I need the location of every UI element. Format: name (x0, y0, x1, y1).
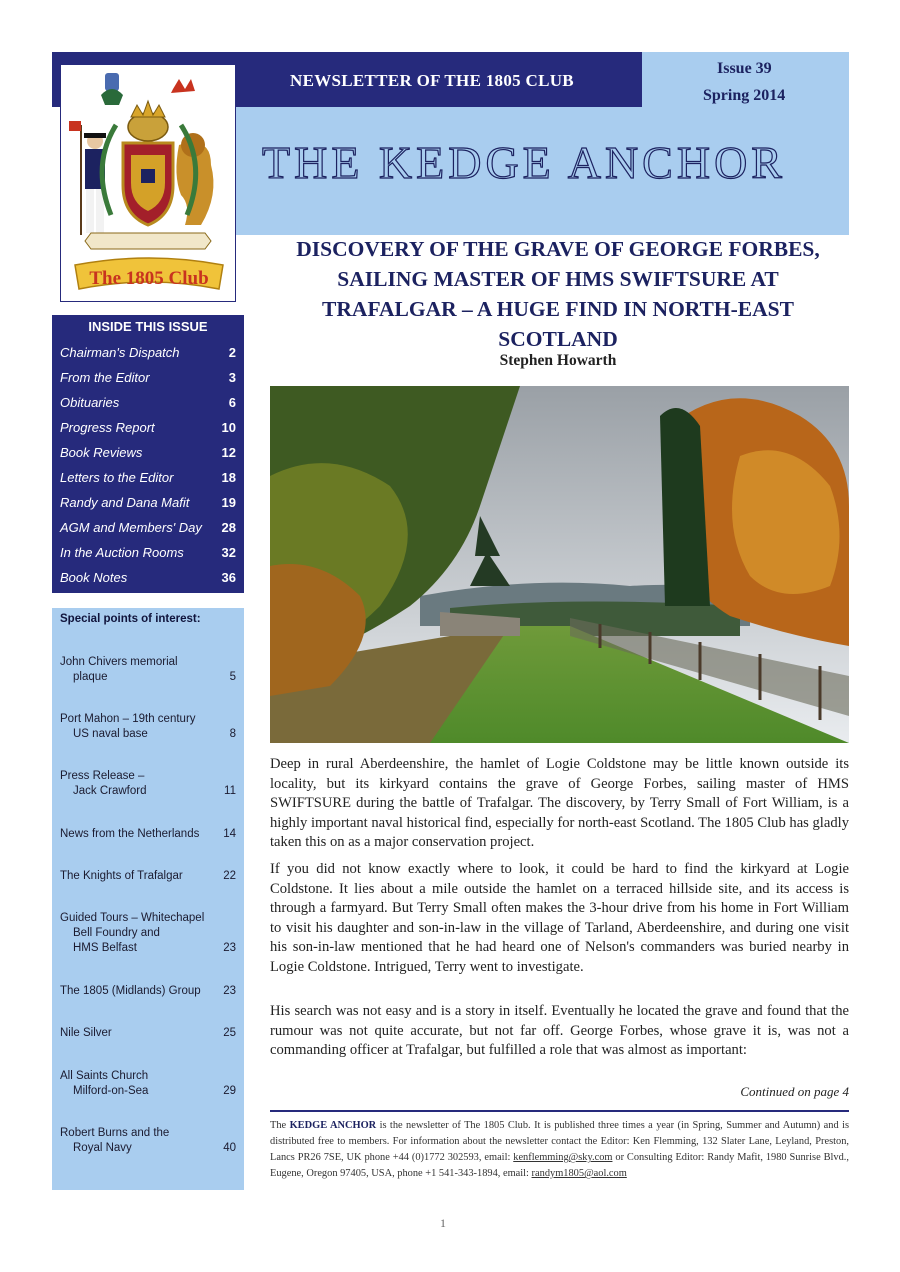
article-paragraph: If you did not know exactly where to look, it could be hard to find the kirkyard at Logie Coldstone. It lies about a mile outside the hamlet on a terraced hillside site, and its access is through a farmyard. But Terry Small often makes the 3-hour drive from his home in Fort William to visit his daughter and son-in-law in the village of Tarland, Aberdeenshire, and during one visit his son-in-law mentioned that he had heard one of Nelson's commanders was buried nearby in Logie Coldstone. Intrigued, Terry went to investigate. (270, 861, 849, 975)
toc-item[interactable] (60, 520, 236, 535)
toc-item[interactable] (60, 445, 236, 460)
toc-item-page: 6 (228, 395, 236, 410)
toc-item-title: Randy and Dana Mafit (60, 495, 190, 510)
toc-item[interactable] (60, 420, 236, 435)
crest-emblem (61, 65, 235, 301)
point-line: Port Mahon – 19th century (60, 713, 196, 725)
point-item (60, 769, 236, 799)
toc-item-page: 10 (221, 420, 236, 435)
point-item (60, 869, 236, 884)
point-page: 25 (223, 1027, 236, 1039)
toc-item[interactable] (60, 470, 236, 485)
article-headline: DISCOVERY OF THE GRAVE OF GEORGE FORBES, SAILING MASTER OF HMS SWIFTSURE AT TRAFALGAR – A HUGE FIND IN NORTH-EAST SCOTLAND (296, 237, 820, 351)
toc-item-page: 18 (221, 470, 236, 485)
point-line: The 1805 (Midlands) Group (60, 985, 201, 997)
point-item (60, 655, 236, 685)
point-page: 11 (224, 785, 236, 797)
footer-lead: The (270, 1120, 287, 1131)
toc-item[interactable] (60, 545, 236, 560)
point-line: HMS Belfast (73, 942, 137, 954)
point-item (60, 712, 236, 742)
point-item (60, 827, 236, 842)
toc-item-title: Chairman's Dispatch (60, 345, 180, 360)
toc-item-title: Progress Report (60, 420, 155, 435)
special-points-panel (52, 608, 244, 1190)
footer-text: or Consulting Editor: Randy Mafit, 1980 Sunrise Blvd., Eugene, Oregon 97405, USA, phone +1 541-343-1894, email: (270, 1152, 849, 1179)
toc-item[interactable] (60, 570, 236, 585)
toc-item[interactable] (60, 345, 236, 360)
point-page: 22 (223, 870, 236, 882)
issue-date: Spring 2014 (703, 87, 786, 104)
toc-item-title: Book Notes (60, 570, 128, 585)
point-line: Press Release – (60, 770, 145, 782)
point-line: Jack Crawford (73, 785, 147, 797)
masthead-title: THE KEDGE ANCHOR (262, 137, 786, 188)
point-page: 29 (223, 1085, 236, 1097)
toc-item-page: 36 (221, 570, 236, 585)
point-item (60, 984, 236, 999)
toc-item-title: Obituaries (60, 395, 120, 410)
toc-item[interactable] (60, 495, 236, 510)
kirkyard-photo (270, 386, 849, 743)
point-line: Guided Tours – Whitechapel (60, 912, 205, 924)
point-page: 5 (229, 671, 236, 683)
point-line: News from the Netherlands (60, 828, 200, 840)
point-line: Nile Silver (60, 1027, 112, 1039)
point-page: 23 (223, 942, 236, 954)
footer-text: is the newsletter of The 1805 Club. It is published three times a year (in Spring, Summer and Autumn) and is distributed free to members. For information about the newsletter contact the Editor: Ken Flemming, 132 Slater Lane, Leyland, Preston, Lancs PR26 7SE, UK phone +44 (0)1772 302593, email: (270, 1120, 849, 1163)
newsletter-title: NEWSLETTER OF THE 1805 CLUB (290, 71, 574, 90)
article-paragraph: His search was not easy and is a story in itself. Eventually he located the grave and found that the rumour was not quite accurate, but not far off. George Forbes, whose grave it is, was not a commanding officer at Trafalgar, but fulfilled a role that was almost as important: (270, 1003, 849, 1058)
issue-number: Issue 39 (717, 60, 772, 77)
point-line: John Chivers memorial (60, 656, 178, 668)
toc-item-page: 3 (228, 370, 236, 385)
point-line: The Knights of Trafalgar (60, 870, 183, 882)
toc-item-page: 2 (228, 345, 236, 360)
toc-item-page: 19 (221, 495, 236, 510)
point-page: 23 (223, 985, 236, 997)
footer-note (270, 1118, 849, 1182)
toc-item[interactable] (60, 370, 236, 385)
point-line: Royal Navy (73, 1142, 132, 1154)
point-line: Robert Burns and the (60, 1127, 170, 1139)
article-paragraph: Deep in rural Aberdeenshire, the hamlet of Logie Coldstone may be little known outside its locality, but its kirkyard contains the grave of George Forbes, sailing master of HMS SWIFTSURE during the battle of Trafalgar. The discovery, by Terry Small of Fort William, is a highly important naval historical find, especially for north-east Scotland. The 1805 Club has gladly taken this on as a major conservation project. (270, 756, 849, 850)
point-line: All Saints Church (60, 1070, 149, 1082)
toc-item-page: 28 (221, 520, 236, 535)
toc-item-page: 32 (221, 545, 236, 560)
toc-item-title: Book Reviews (60, 445, 143, 460)
crest-banner-text: The 1805 Club (89, 268, 209, 289)
page-number: 1 (440, 1216, 446, 1230)
toc-item-title: Letters to the Editor (60, 470, 174, 485)
point-line: plaque (73, 671, 108, 683)
point-page: 8 (229, 728, 236, 740)
point-line: US naval base (73, 728, 148, 740)
point-item (60, 1069, 236, 1099)
toc-item[interactable] (60, 395, 236, 410)
toc-heading: INSIDE THIS ISSUE (88, 319, 208, 334)
toc-item-title: AGM and Members' Day (60, 520, 202, 535)
toc-item-page: 12 (221, 445, 236, 460)
club-crest (60, 64, 236, 302)
inside-this-issue (52, 315, 244, 593)
point-item (60, 1026, 236, 1041)
toc-item-title: From the Editor (60, 370, 150, 385)
footer-divider (270, 1110, 849, 1112)
article-byline: Stephen Howarth (499, 352, 617, 369)
consulting-editor-email-link[interactable]: randym1805@aol.com (531, 1168, 627, 1179)
points-heading: Special points of interest: (60, 613, 201, 625)
point-line: Bell Foundry and (73, 927, 160, 939)
point-item (60, 1126, 236, 1156)
point-page: 40 (223, 1142, 236, 1154)
continued-link[interactable]: Continued on page 4 (740, 1084, 849, 1099)
point-item (60, 911, 236, 956)
point-page: 14 (223, 828, 236, 840)
point-line: Milford-on-Sea (73, 1085, 149, 1097)
toc-item-title: In the Auction Rooms (60, 545, 184, 560)
editor-email-link[interactable]: kenflemming@sky.com (513, 1152, 613, 1163)
footer-newsletter-name: KEDGE ANCHOR (289, 1120, 377, 1131)
